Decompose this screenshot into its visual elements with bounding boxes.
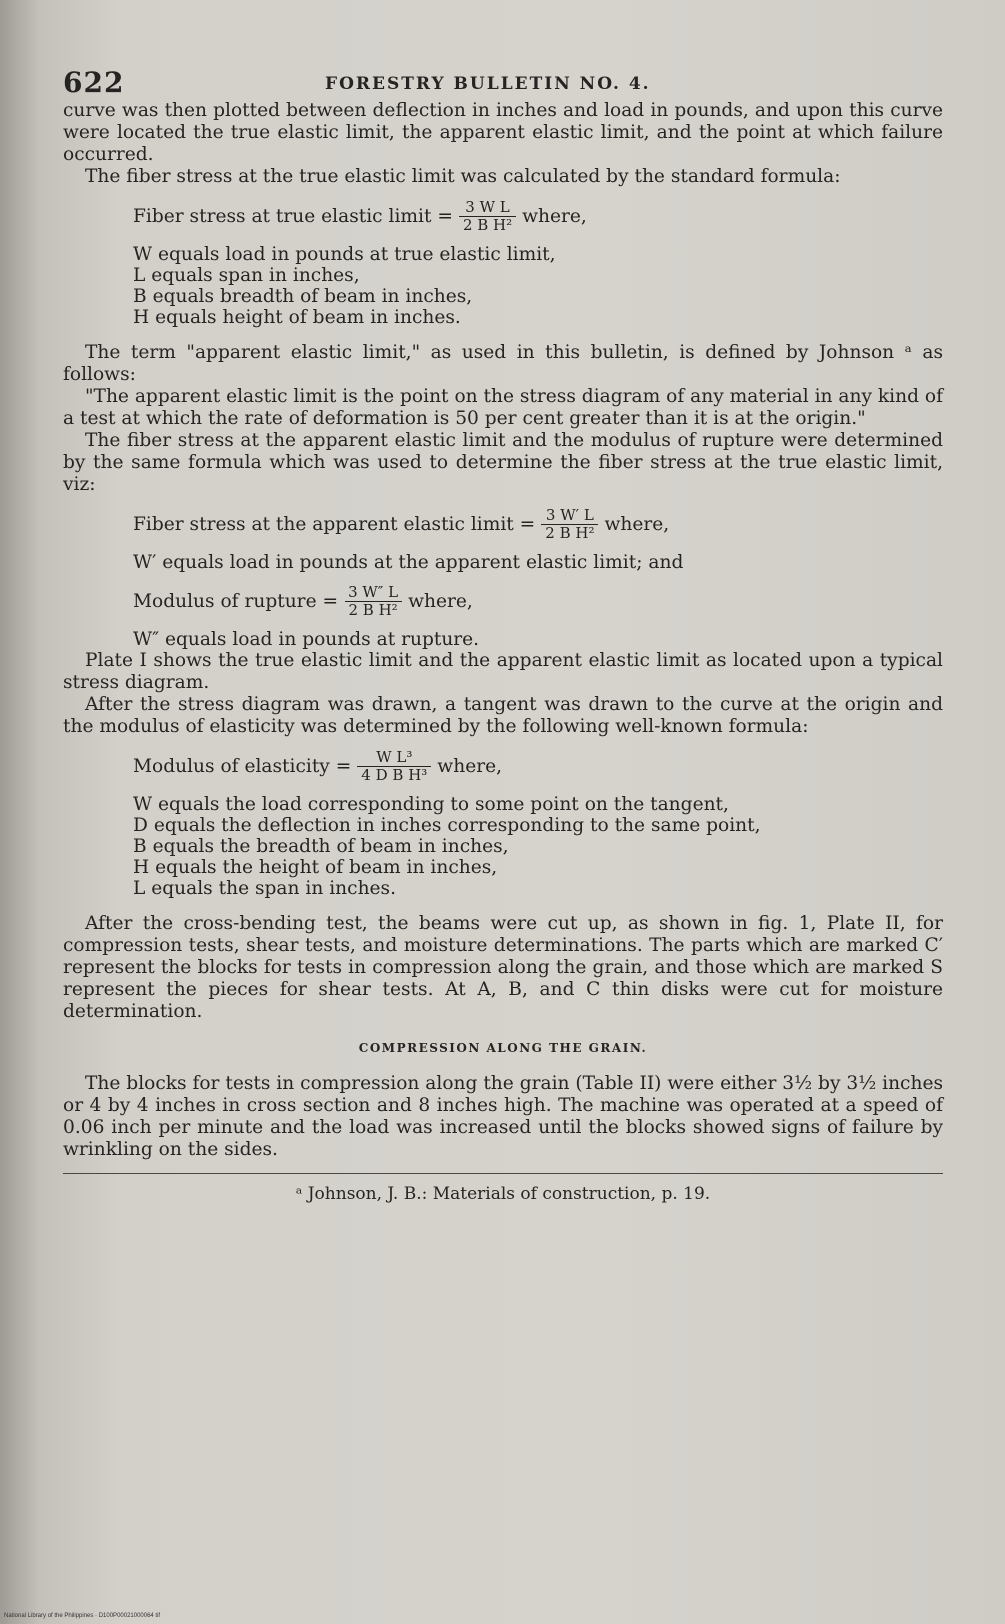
definitions-list xyxy=(133,629,943,650)
formula-apparent-elastic-limit xyxy=(133,496,943,552)
definition: B equals the breadth of beam in inches, xyxy=(133,836,509,857)
numerator: 3 W L xyxy=(465,197,510,216)
quotation: "The apparent elastic limit is the point on the stress diagram of any material in any kind of a test at which the rate of deformation is 50 per cent greater than it is at the origin." xyxy=(63,386,943,429)
definition: W equals load in pounds at true elastic limit, xyxy=(133,244,556,265)
definitions-list xyxy=(133,552,943,573)
formula-suffix: where, xyxy=(437,755,502,777)
formula-true-elastic-limit xyxy=(133,188,943,244)
definition: D equals the deflection in inches corresponding to the same point, xyxy=(133,815,761,836)
formula-suffix: where, xyxy=(522,205,587,227)
footnote: ᵃ Johnson, J. B.: Materials of construction, p. 19. xyxy=(295,1184,711,1204)
denominator: 4 D B H³ xyxy=(357,766,431,784)
formula-suffix: where, xyxy=(408,590,473,612)
formula-modulus-of-rupture xyxy=(133,573,943,629)
paragraph: After the cross-bending test, the beams were cut up, as shown in fig. 1, Plate II, for compression tests, shear tests, and moisture determinations. The parts which are marked C′ represent the blocks for tests in compression along the grain, and those which are marked S represent the pieces for shear tests. At A, B, and C thin disks were cut for moisture determination. xyxy=(63,913,943,1022)
definition: W″ equals load in pounds at rupture. xyxy=(133,629,480,650)
formula-label: Fiber stress at the apparent elastic limit = xyxy=(133,513,536,535)
paragraph: The fiber stress at the true elastic limit was calculated by the standard formula: xyxy=(85,166,841,187)
running-header xyxy=(63,66,943,100)
denominator: 2 B H² xyxy=(345,601,402,619)
definition: H equals the height of beam in inches, xyxy=(133,857,498,878)
page-content xyxy=(63,66,943,1204)
paragraph: curve was then plotted between deflection in inches and load in pounds, and upon this curve were located the true elastic limit, the apparent elastic limit, and the point at which failure occurred. xyxy=(63,100,943,165)
fraction xyxy=(459,199,516,234)
paragraph: The blocks for tests in compression along the grain (Table II) were either 3½ by 3½ inches or 4 by 4 inches in cross section and 8 inches high. The machine was operated at a speed of 0.06 inch per minute and the load was increased until the blocks showed signs of failure by wrinkling on the sides. xyxy=(63,1073,943,1160)
definition: H equals height of beam in inches. xyxy=(133,307,461,328)
paragraph: After the stress diagram was drawn, a tangent was drawn to the curve at the origin and the modulus of elasticity was determined by the following well-known formula: xyxy=(63,694,943,737)
definition: W′ equals load in pounds at the apparent elastic limit; and xyxy=(133,552,684,573)
definitions-list xyxy=(133,794,943,899)
definition: L equals span in inches, xyxy=(133,265,360,286)
running-title: FORESTRY BULLETIN NO. 4. xyxy=(325,74,651,94)
denominator: 2 B H² xyxy=(459,216,516,234)
definition: B equals breadth of beam in inches, xyxy=(133,286,473,307)
denominator: 2 B H² xyxy=(541,524,598,542)
section-heading: COMPRESSION ALONG THE GRAIN. xyxy=(358,1041,648,1055)
paragraph: Plate I shows the true elastic limit and the apparent elastic limit as located upon a typical stress diagram. xyxy=(63,650,943,693)
numerator: 3 W″ L xyxy=(348,582,399,601)
formula-label: Modulus of rupture = xyxy=(133,590,339,612)
fraction xyxy=(357,749,431,784)
definition: W equals the load corresponding to some point on the tangent, xyxy=(133,794,729,815)
definition: L equals the span in inches. xyxy=(133,878,396,899)
footnote-rule xyxy=(63,1173,943,1174)
formula-label: Modulus of elasticity = xyxy=(133,755,352,777)
page-number: 622 xyxy=(63,66,125,99)
formula-modulus-of-elasticity xyxy=(133,738,943,794)
formula-suffix: where, xyxy=(604,513,670,535)
formula-label: Fiber stress at true elastic limit = xyxy=(133,205,453,227)
numerator: W L³ xyxy=(376,747,413,766)
scan-stamp: National Library of the Philippines · D100P00021000064 tif xyxy=(4,1613,161,1619)
paragraph: The fiber stress at the apparent elastic limit and the modulus of rupture were determined by the same formula which was used to determine the fiber stress at the true elastic limit, viz: xyxy=(63,430,943,495)
fraction xyxy=(344,584,402,619)
definitions-list xyxy=(133,244,943,328)
paragraph: The term "apparent elastic limit," as used in this bulletin, is defined by Johnson ᵃ as follows: xyxy=(63,342,943,385)
numerator: 3 W′ L xyxy=(545,505,594,524)
fraction xyxy=(541,507,598,542)
